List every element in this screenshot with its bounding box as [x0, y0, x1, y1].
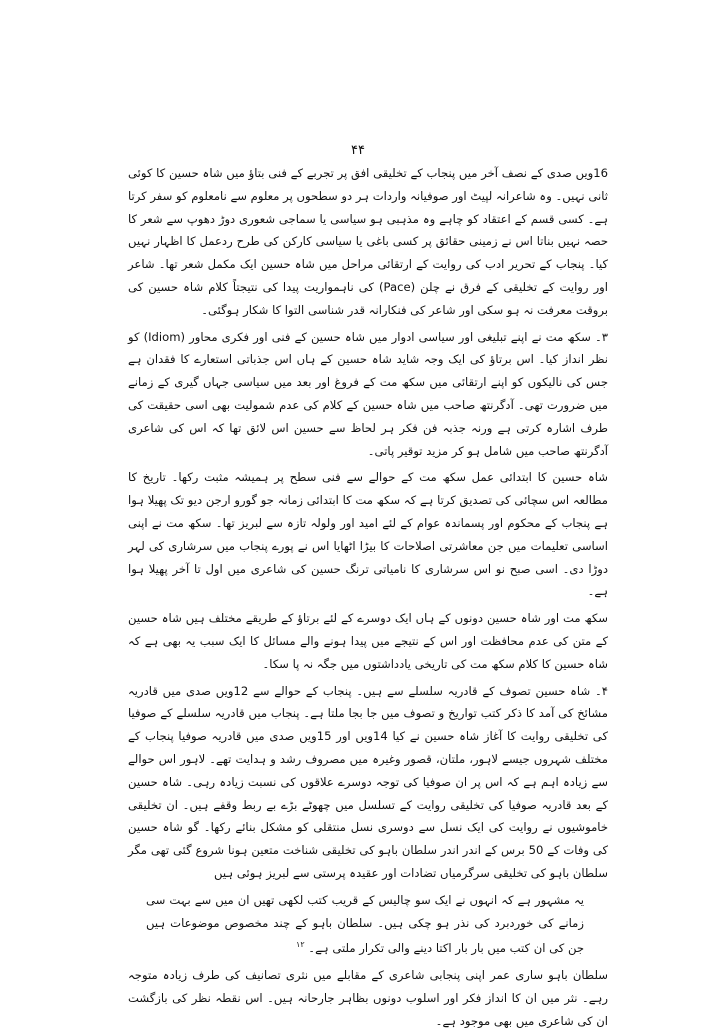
paragraph-4: [128, 607, 608, 675]
paragraph-5-marker: ۴۔: [594, 683, 608, 698]
footnote-marker: ۱۲: [296, 940, 305, 950]
body-text: [128, 162, 608, 1036]
paragraph-1-text: 16ویں صدی کے نصف آخر میں پنجاب کے تخلیقی افق پر تجربے کے فنی بتاؤ میں شاہ حسین کا کوئی ثانی نہیں۔ وہ شاعرانہ لپیٹ اور صوفیانہ واردات ہر دو سطحوں پر معلوم سے نامعلوم کو سفر کرتا ہے۔ کسی قسم کے اعتقاد کو چاہے وہ مذہبی ہو سیاسی یا سماجی شعوری دوڑ دھوپ سے شعر کا حصہ نہیں بناتا اس نے زمینی حقائق پر کسی باغی یا سیاسی کارکن کی طرح ردعمل کا اظہار نہیں کیا۔ پنجاب کے تحریر ادب کی روایت کے ارتقائی مراحل میں شاہ حسین ایک مکمل شعر تھا۔ شاعر اور روایت کے تخلیقی کے فرق نے چلن (Pace) کی ناہمواریت پیدا کی نتیجتاً کلام شاہ حسین کی بروقت معرفت نہ ہو سکی اور شاعر کی فنکارانہ قدر شناسی التوا کا شکار ہوگئی۔: [128, 166, 608, 317]
page-number: ۴۴: [351, 143, 365, 158]
paragraph-7: [128, 964, 608, 1032]
paragraph-5-text: شاہ حسین تصوف کے قادریہ سلسلے سے ہیں۔ پنجاب کے حوالے سے 12ویں صدی میں قادریہ مشائخ کی آمد کا ذکر کتب تواریخ و تصوف میں جا بجا ملتا ہے۔ پنجاب میں قادریہ سلسلے کے صوفیا کی تخلیقی روایت کا آغاز شاہ حسین نے کیا 14ویں اور 15ویں صدی میں قادریہ صوفیا پنجاب کے مختلف شہروں جیسے لاہور، ملتان، قصور وغیرہ میں مصروف رشد و ہدایت تھے۔ لاہور اس حوالے سے زیادہ اہم ہے کہ اس پر ان صوفیا کی توجہ دوسرے علاقوں کی نسبت زیادہ رہی۔ شاہ حسین کے بعد قادریہ صوفیا کی تخلیقی روایت کے تسلسل میں چھوٹے بڑے بے ربط وقفے ہیں۔ ان تخلیقی خاموشیوں نے روایت کی ایک نسل سے دوسری نسل منتقلی کو مشکل بنائے رکھا۔ گو شاہ حسین کی وفات کے 50 برس کے اندر اندر سلطان باہو کی تخلیقی شناخت متعین ہونا شروع گئی تھی مگر سلطان باہو کی تخلیقی سرگرمیاں تضادات اور عقیدہ پرستی سے لبریز ہوئی ہیں: [128, 683, 609, 880]
paragraph-5: [128, 680, 608, 885]
paragraph-2-text: سکھ مت نے اپنے تبلیغی اور سیاسی ادوار میں شاہ حسین کے فنی اور فکری محاور (Idiom) کو نظر انداز کیا۔ اس برتاؤ کی ایک وجہ شاید شاہ حسین کے ہاں اس جذباتی استعارے کا فقدان ہے جس کی نالیکوں کو اپنے ارتقائی میں سکھ مت کے فروغ اور بعد میں سیاسی جہاں گیری کے زمانے میں ضرورت تھی۔ آدگرنتھ صاحب میں شاہ حسین کے کلام کی عدم شمولیت بھی اسی حقیقت کی طرف اشارہ کرتی ہے ورنہ جذبہ فن فکر ہر لحاظ سے حسین اس لائق تھا کہ اس کی شاعری آدگرنتھ صاحب میں شامل ہو کر مزید توقیر پاتی۔: [128, 329, 608, 458]
block-quote: [128, 889, 608, 960]
paragraph-7-text: سلطان باہو ساری عمر اپنی پنجابی شاعری کے مقابلے میں نثری تصانیف کی طرف زیادہ متوجہ رہے۔ نثر میں ان کا انداز فکر اور اسلوب دونوں بظاہر جارحانہ ہیں۔ اس نقطہ نظر کی بازگشت ان کی شاعری میں بھی موجود ہے۔: [128, 967, 608, 1028]
paragraph-2-marker: ۳۔: [594, 329, 608, 344]
paragraph-3-text: شاہ حسین کا ابتدائی عمل سکھ مت کے حوالے سے فنی سطح پر ہمیشہ مثبت رکھا۔ تاریخ کا مطالعہ اس سچائی کی تصدیق کرتا ہے کہ سکھ مت کا ابتدائی زمانہ جو گورو ارجن دیو تک پھیلا ہوا ہے پنجاب کے محکوم اور پسماندہ عوام کے لئے امید اور ولولہ تازہ سے لبریز تھا۔ سکھ مت نے اپنی اساسی تعلیمات میں جن معاشرتی اصلاحات کا بیڑا اٹھایا اس نے پورے پنجاب میں سرشاری کی لہر دوڑا دی۔ اسی صبح نو اس سرشاری کا نامیاتی ترنگ حسین کی شاعری میں اول تا آخر پھیلا ہوا ہے۔: [128, 470, 608, 599]
block-quote-text: یہ مشہور ہے کہ انہوں نے ایک سو چالیس کے قریب کتب لکھی تھیں ان میں سے بہت سی زمانے کی خوردبرد کی نذر ہو چکی ہیں۔ سلطان باہو کے چند مخصوص موضوعات ہیں جن کی ان کتب میں بار بار اکتا دینے والی تکرار ملتی ہے۔: [146, 892, 584, 956]
paragraph-2: [128, 326, 608, 463]
paragraph-4-text: سکھ مت اور شاہ حسین دونوں کے ہاں ایک دوسرے کے لئے برتاؤ کے طریقے مختلف ہیں شاہ حسین کے متن کی عدم محافظت اور اس کے نتیجے میں پیدا ہونے والے مسائل کا ایک سبب یہ بھی ہے کہ شاہ حسین کا کلام سکھ مت کی تاریخی یادداشتوں میں جگہ نہ پا سکا۔: [128, 611, 608, 671]
paragraph-3: [128, 466, 608, 603]
paragraph-1: [128, 162, 608, 322]
